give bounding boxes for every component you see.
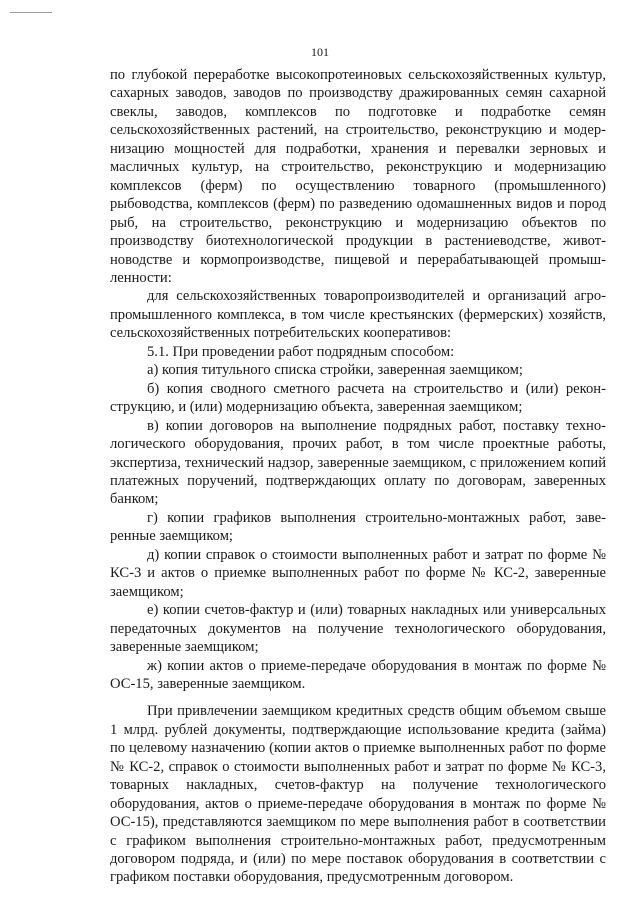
body-text bbox=[110, 66, 606, 887]
paragraph-applicants: для сельскохозяйственных товаропроизводителей и организаций агропромышленного комплекса, в том числе крестьянских (фермерских) хозяйств, сельскохозяйственных потребительских кооперативов: bbox=[110, 288, 606, 342]
list-item-a: а) копия титульного списка стройки, заверенная заемщиком; bbox=[147, 362, 523, 379]
paragraph-continuation: по глубокой переработке высокопротеиновых сельскохозяйственных культур, сахарных заводов, заводов по производству дражированных семян сахарной свеклы, заводов, комплексов по подготовке и подработке семян сельскохозяйственных растений, на строительство, реконструкцию и модернизацию мощностей для подработки, хранения и перевалки зерновых и масличных культур, на строительство, реконструкцию и модернизацию комплексов (ферм) по осуществлению товарного (промышленного) рыбоводства, комплексов (ферм) по разведению одомашненных видов и пород рыб, на строительство, реконструкцию и модернизацию объектов по производству биотехнологической продукции в растениеводстве, животноводстве и кормопроизводстве, пищевой и перерабатывающей промышленности: bbox=[110, 67, 606, 286]
page-number: 101 bbox=[311, 45, 329, 59]
list-item-v: в) копии договоров на выполнение подрядных работ, поставку технологического оборудования, прочих работ, в том числе проектные работы, экспертиза, технический надзор, заверенные заемщиком, с приложением копий платежных поручений, подтверждающих оплату по договорам, заверенных банком; bbox=[110, 417, 606, 508]
list-item-d: д) копии справок о стоимости выполненных работ и затрат по форме № КС-3 и актов о приемке выполненных работ по форме № КС-2, заверенные заемщиком; bbox=[110, 546, 606, 600]
list-item-b: б) копия сводного сметного расчета на строительство и (или) реконструкцию, и (или) модернизацию объекта, заверенная заемщиком; bbox=[110, 380, 606, 416]
list-item-g: г) копии графиков выполнения строительно-монтажных работ, заверенные заемщиком; bbox=[110, 509, 606, 545]
paragraph-section-5-1: 5.1. При проведении работ подрядным способом: bbox=[147, 343, 455, 360]
paragraph-gap bbox=[110, 693, 606, 702]
paragraph-credit-note: При привлечении заемщиком кредитных средств общим объемом свыше 1 млрд. рублей документы, подтверждающие использование кредита (займа) по целевому назначению (копии актов о приемке выполненных работ по форме № КС-2, справок о стоимости выполненных работ и затрат по форме № КС-3, товарных накладных, счетов-фактур на получение технологического оборудования, актов о приеме-передаче оборудования в монтаж по форме № ОС-15), представляются заемщиком по мере выполнения работ в соответствии с графиком выполнения строительно-монтажных работ, предусмотренным договором подряда, и (или) по мере поставок оборудования в соответствии с графиком поставки оборудования, предусмотренным договором. bbox=[110, 703, 606, 886]
list-item-e: е) копии счетов-фактур и (или) товарных накладных или универсальных передаточных документов на получение технологического оборудования, заверенные заемщиком; bbox=[110, 602, 606, 656]
list-item-zh: ж) копии актов о приеме-передаче оборудования в монтаж по форме № ОС-15, заверенные заемщиком. bbox=[110, 657, 606, 692]
scan-mark bbox=[10, 12, 52, 13]
